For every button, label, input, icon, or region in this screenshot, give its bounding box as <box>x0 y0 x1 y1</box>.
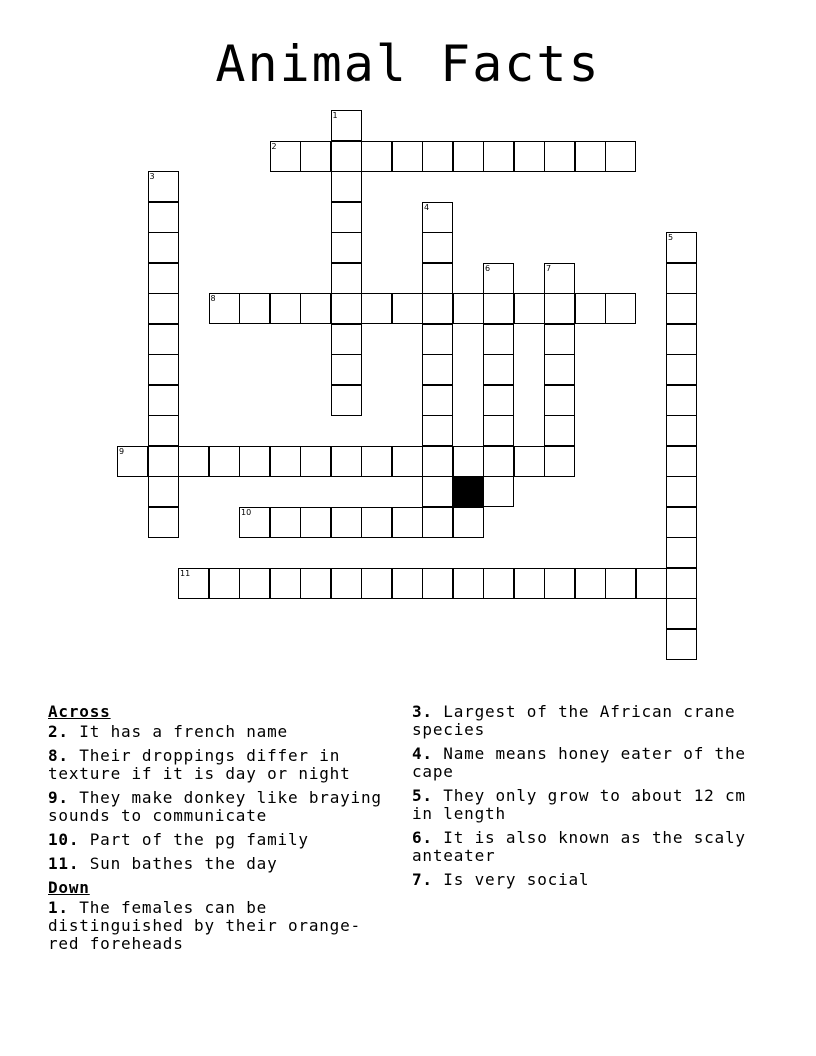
grid-cell[interactable] <box>422 141 453 172</box>
grid-cell[interactable] <box>514 293 545 324</box>
grid-cell[interactable] <box>361 446 392 477</box>
grid-cell[interactable] <box>666 446 697 477</box>
clue-number-label: 11 <box>180 568 191 578</box>
grid-cell[interactable] <box>331 446 362 477</box>
grid-cell[interactable] <box>178 446 209 477</box>
grid-cell[interactable] <box>148 415 179 446</box>
grid-cell[interactable] <box>422 354 453 385</box>
grid-cell[interactable] <box>514 141 545 172</box>
clue-down-7 <box>412 871 752 889</box>
grid-cell[interactable] <box>239 568 270 599</box>
clue-across-9 <box>48 789 388 825</box>
clue-number-label: 7 <box>546 263 552 273</box>
clue-number: 6. <box>412 828 433 847</box>
grid-cell[interactable] <box>453 446 484 477</box>
grid-cell[interactable] <box>148 354 179 385</box>
clue-number: 4. <box>412 744 433 763</box>
grid-cell[interactable] <box>148 446 179 477</box>
clue-text: It is also known as the scaly anteater <box>412 828 746 865</box>
grid-cell[interactable] <box>422 324 453 355</box>
grid-cell[interactable] <box>422 507 453 538</box>
grid-cell[interactable] <box>331 232 362 263</box>
grid-cell[interactable] <box>392 141 423 172</box>
grid-cell[interactable] <box>666 507 697 538</box>
grid-cell[interactable] <box>422 385 453 416</box>
grid-cell[interactable] <box>392 568 423 599</box>
clue-number: 8. <box>48 746 69 765</box>
clue-across-11 <box>48 855 388 873</box>
clue-number-label: 1 <box>332 111 338 120</box>
grid-cell[interactable] <box>148 263 179 294</box>
grid-cell[interactable] <box>270 446 301 477</box>
grid-cell[interactable] <box>331 354 362 385</box>
across-heading: Across <box>48 702 111 721</box>
clue-number-label: 4 <box>424 202 430 212</box>
grid-cell[interactable] <box>422 568 453 599</box>
grid-cell[interactable] <box>666 598 697 629</box>
clue-across-8 <box>48 747 388 783</box>
clue-text: Largest of the African crane species <box>412 702 736 739</box>
grid-cell[interactable] <box>483 385 514 416</box>
grid-cell[interactable] <box>148 171 179 202</box>
clue-text: They make donkey like braying sounds to communicate <box>48 788 382 825</box>
clues-left-column <box>48 703 388 959</box>
grid-cell[interactable] <box>300 293 331 324</box>
grid-cell[interactable] <box>422 202 453 233</box>
grid-cell[interactable] <box>300 446 331 477</box>
grid-cell[interactable] <box>453 141 484 172</box>
grid-cell[interactable] <box>270 293 301 324</box>
grid-cell[interactable] <box>239 446 270 477</box>
clues-right-column <box>412 703 752 895</box>
grid-cell[interactable] <box>148 232 179 263</box>
grid-cell[interactable] <box>666 232 697 263</box>
clue-number-label: 8 <box>210 294 216 303</box>
grid-cell[interactable] <box>483 476 514 507</box>
grid-cell[interactable] <box>453 568 484 599</box>
grid-cell[interactable] <box>300 141 331 172</box>
grid-cell[interactable] <box>331 202 362 233</box>
grid-cell[interactable] <box>636 568 667 599</box>
grid-cell[interactable] <box>148 324 179 355</box>
page-title: Animal Facts <box>215 35 601 93</box>
clue-down-3 <box>412 703 752 739</box>
clue-number: 9. <box>48 788 69 807</box>
grid-cell[interactable] <box>361 141 392 172</box>
grid-cell[interactable] <box>575 293 606 324</box>
grid-cell[interactable] <box>117 446 148 477</box>
grid-cell[interactable] <box>422 415 453 446</box>
clue-number: 5. <box>412 786 433 805</box>
clue-across-2 <box>48 723 388 741</box>
grid-cell[interactable] <box>514 568 545 599</box>
clue-number: 7. <box>412 870 433 889</box>
grid-cell[interactable] <box>361 293 392 324</box>
grid-cell[interactable] <box>392 446 423 477</box>
clue-number: 3. <box>412 702 433 721</box>
grid-cell[interactable] <box>575 141 606 172</box>
grid-cell[interactable] <box>605 293 636 324</box>
grid-cell[interactable] <box>483 415 514 446</box>
grid-cell[interactable] <box>422 446 453 477</box>
grid-block-cell <box>453 476 484 507</box>
grid-cell[interactable] <box>483 324 514 355</box>
clue-number-label: 10 <box>241 507 252 517</box>
grid-cell[interactable] <box>148 202 179 233</box>
grid-cell[interactable] <box>422 232 453 263</box>
grid-cell[interactable] <box>544 354 575 385</box>
clue-number: 11. <box>48 854 80 873</box>
grid-cell[interactable] <box>544 324 575 355</box>
grid-cell[interactable] <box>453 507 484 538</box>
clue-number: 10. <box>48 830 80 849</box>
grid-cell[interactable] <box>422 476 453 507</box>
grid-cell[interactable] <box>544 415 575 446</box>
grid-cell[interactable] <box>178 568 209 599</box>
grid-cell[interactable] <box>331 293 362 324</box>
grid-cell[interactable] <box>544 263 575 294</box>
clue-text: It has a french name <box>68 722 288 741</box>
grid-cell[interactable] <box>483 446 514 477</box>
grid-cell[interactable] <box>666 385 697 416</box>
grid-cell[interactable] <box>270 507 301 538</box>
grid-cell[interactable] <box>666 293 697 324</box>
clue-number-label: 9 <box>119 446 125 456</box>
grid-cell[interactable] <box>666 629 697 660</box>
grid-cell[interactable] <box>422 293 453 324</box>
grid-cell[interactable] <box>209 293 240 324</box>
grid-cell[interactable] <box>148 476 179 507</box>
grid-cell[interactable] <box>331 568 362 599</box>
clue-down-1 <box>48 899 388 953</box>
grid-cell[interactable] <box>209 446 240 477</box>
grid-cell[interactable] <box>148 507 179 538</box>
grid-cell[interactable] <box>392 293 423 324</box>
clue-down-5 <box>412 787 752 823</box>
clue-number-label: 2 <box>271 141 277 151</box>
clue-number-label: 5 <box>668 233 674 242</box>
grid-cell[interactable] <box>331 141 362 172</box>
grid-cell[interactable] <box>575 568 606 599</box>
grid-cell[interactable] <box>544 141 575 172</box>
grid-cell[interactable] <box>666 476 697 507</box>
clue-down-4 <box>412 745 752 781</box>
clue-across-10 <box>48 831 388 849</box>
grid-cell[interactable] <box>666 537 697 568</box>
grid-cell[interactable] <box>270 568 301 599</box>
grid-cell[interactable] <box>300 568 331 599</box>
grid-cell[interactable] <box>453 293 484 324</box>
grid-cell[interactable] <box>239 507 270 538</box>
grid-cell[interactable] <box>392 507 423 538</box>
grid-cell[interactable] <box>666 415 697 446</box>
grid-cell[interactable] <box>605 141 636 172</box>
grid-cell[interactable] <box>331 263 362 294</box>
clue-text: Is very social <box>432 870 590 889</box>
down-heading: Down <box>48 878 90 897</box>
grid-cell[interactable] <box>331 385 362 416</box>
grid-cell[interactable] <box>483 568 514 599</box>
grid-cell[interactable] <box>422 263 453 294</box>
clue-text: Their droppings differ in texture if it is day or night <box>48 746 351 783</box>
grid-cell[interactable] <box>666 354 697 385</box>
grid-cell[interactable] <box>331 324 362 355</box>
grid-cell[interactable] <box>483 141 514 172</box>
grid-cell[interactable] <box>270 141 301 172</box>
grid-cell[interactable] <box>483 293 514 324</box>
grid-cell[interactable] <box>331 110 362 141</box>
grid-cell[interactable] <box>361 507 392 538</box>
grid-cell[interactable] <box>544 293 575 324</box>
grid-cell[interactable] <box>605 568 636 599</box>
grid-cell[interactable] <box>148 293 179 324</box>
grid-cell[interactable] <box>331 507 362 538</box>
grid-cell[interactable] <box>300 507 331 538</box>
grid-cell[interactable] <box>209 568 240 599</box>
grid-cell[interactable] <box>514 446 545 477</box>
grid-cell[interactable] <box>483 354 514 385</box>
clue-number-label: 6 <box>485 263 491 273</box>
grid-cell[interactable] <box>483 263 514 294</box>
clue-text: Name means honey eater of the cape <box>412 744 746 781</box>
grid-cell[interactable] <box>666 324 697 355</box>
clue-text: The females can be distinguished by their orange-red foreheads <box>48 898 361 953</box>
clue-text: They only grow to about 12 cm in length <box>412 786 746 823</box>
grid-cell[interactable] <box>148 385 179 416</box>
clue-number: 2. <box>48 722 69 741</box>
grid-cell[interactable] <box>331 171 362 202</box>
grid-cell[interactable] <box>666 263 697 294</box>
clue-text: Part of the pg family <box>79 830 309 849</box>
clue-text: Sun bathes the day <box>79 854 278 873</box>
clue-down-6 <box>412 829 752 865</box>
grid-cell[interactable] <box>666 568 697 599</box>
clue-number-label: 3 <box>149 172 155 181</box>
clue-number: 1. <box>48 898 69 917</box>
grid-cell[interactable] <box>544 568 575 599</box>
grid-cell[interactable] <box>239 293 270 324</box>
grid-cell[interactable] <box>544 385 575 416</box>
grid-cell[interactable] <box>361 568 392 599</box>
grid-cell[interactable] <box>544 446 575 477</box>
